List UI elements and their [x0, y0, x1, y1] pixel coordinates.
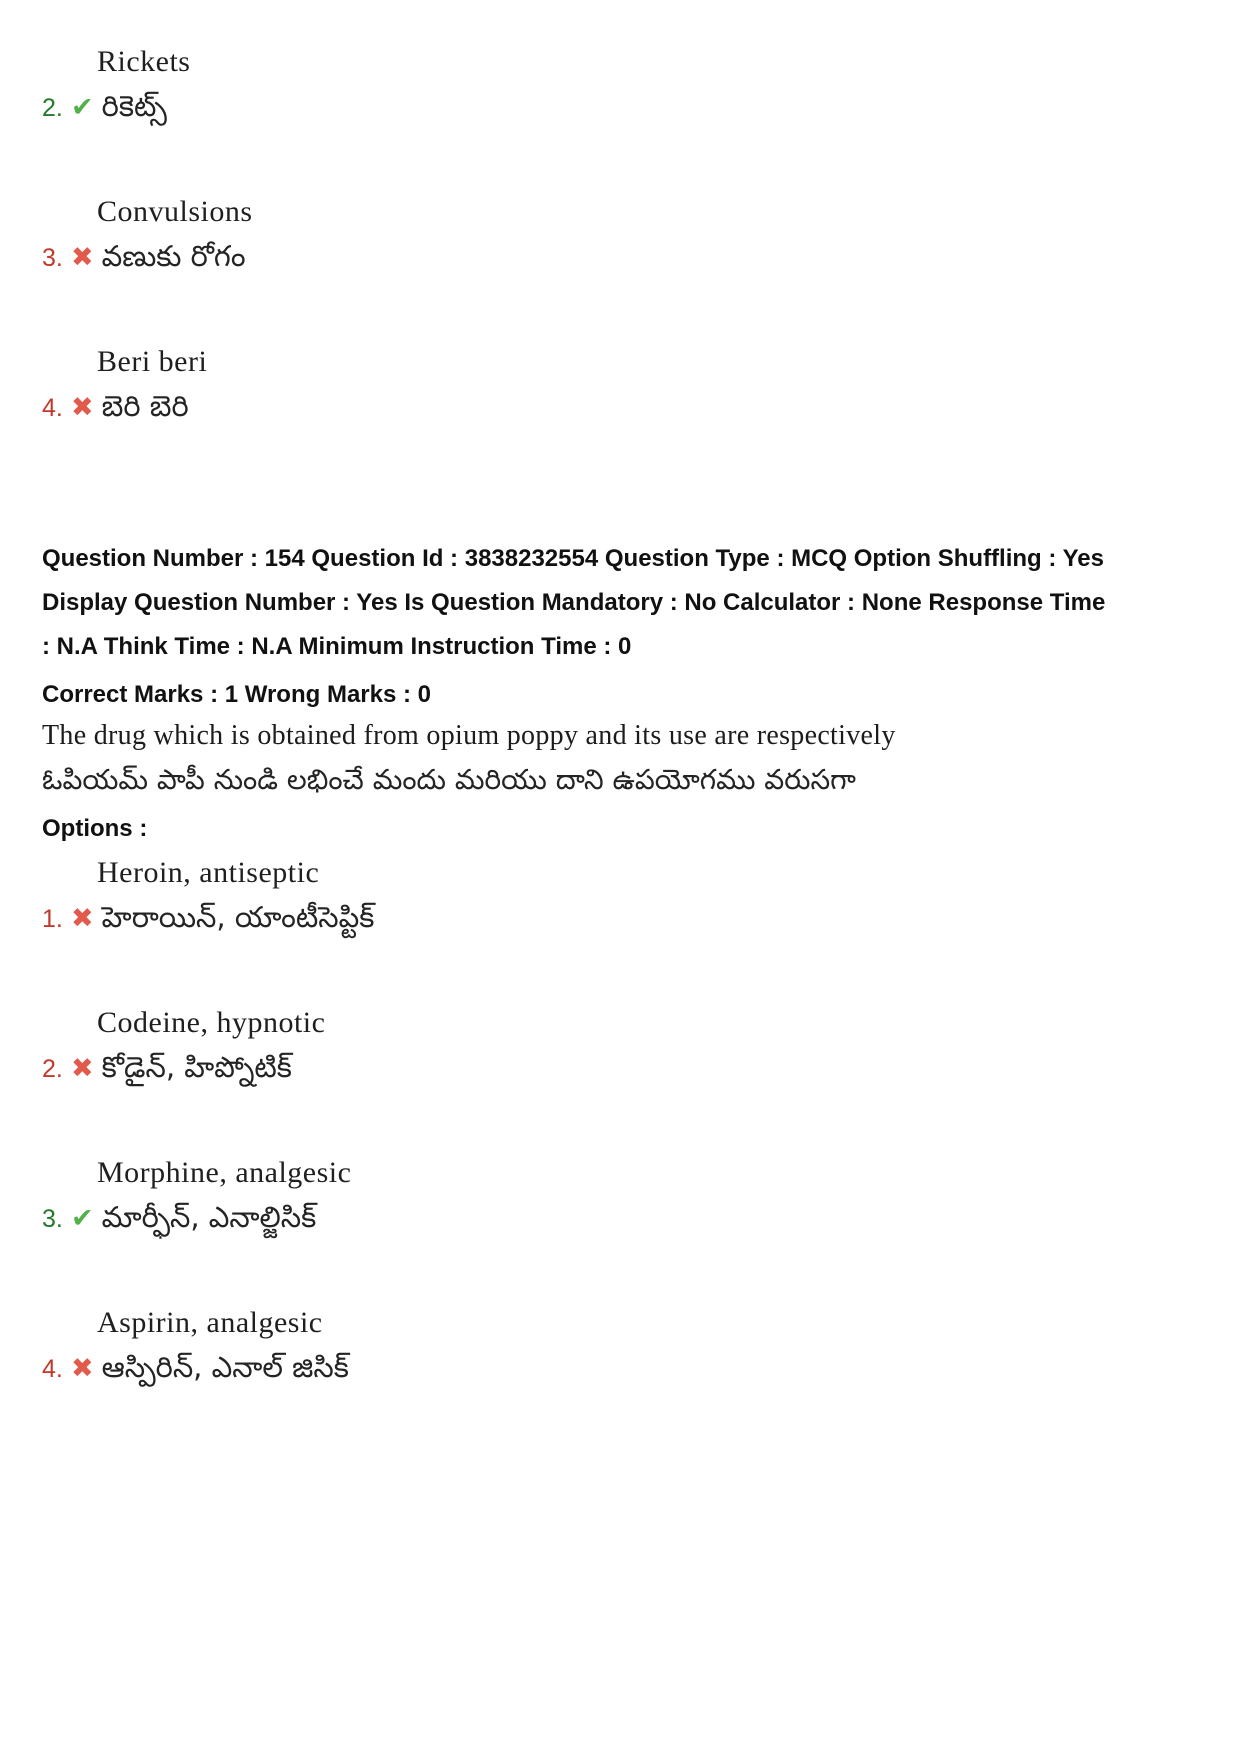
wrong-cross-icon: ✖	[71, 1053, 94, 1084]
option-answer-line	[42, 86, 1180, 126]
question-metadata	[42, 537, 1180, 669]
metadata-line: Display Question Number : Yes Is Question Mandatory : No Calculator : None Response Time	[42, 589, 1106, 616]
previous-question-options-section	[42, 42, 1180, 426]
option-number: 4.	[42, 394, 63, 422]
option-number: 3.	[42, 1205, 63, 1233]
option-number: 4.	[42, 1355, 63, 1383]
option-row	[42, 853, 1180, 937]
marks-line: Correct Marks : 1 Wrong Marks : 0	[42, 681, 432, 708]
option-english-label: Aspirin, analgesic	[97, 1306, 323, 1339]
option-answer-line	[42, 897, 1180, 937]
metadata-line: : N.A Think Time : N.A Minimum Instruction Time : 0	[42, 633, 632, 660]
wrong-cross-icon: ✖	[71, 1353, 94, 1384]
option-number: 2.	[42, 1055, 63, 1083]
option-row	[42, 342, 1180, 426]
option-answer-line	[42, 386, 1180, 426]
option-answer-line	[42, 236, 1180, 276]
option-english-label: Codeine, hypnotic	[97, 1006, 326, 1039]
options-list	[42, 853, 1180, 1387]
option-answer-line	[42, 1347, 1180, 1387]
option-telugu-label: వణుకు రోగం	[101, 239, 246, 273]
option-row	[42, 1303, 1180, 1387]
option-english-label: Heroin, antiseptic	[97, 856, 320, 889]
option-english-label: Rickets	[97, 45, 191, 78]
option-number: 1.	[42, 905, 63, 933]
option-number: 3.	[42, 244, 63, 272]
correct-tick-icon: ✔	[71, 92, 94, 123]
option-telugu-label: హెరాయిన్, యాంటీసెప్టిక్	[101, 900, 375, 934]
options-heading: Options :	[42, 815, 148, 842]
option-row	[42, 192, 1180, 276]
option-row	[42, 42, 1180, 126]
wrong-cross-icon: ✖	[71, 903, 94, 934]
option-english-label: Morphine, analgesic	[97, 1156, 352, 1189]
option-telugu-label: కోడైన్, హిప్నోటిక్	[101, 1050, 292, 1084]
wrong-cross-icon: ✖	[71, 392, 94, 423]
option-number: 2.	[42, 94, 63, 122]
question-text-telugu: ఓపియమ్ పాపీ నుండి లభించే మందు మరియు దాని ఉపయోగము వరుసగా	[42, 763, 856, 796]
option-english-label: Convulsions	[97, 195, 253, 228]
option-english-label: Beri beri	[97, 345, 208, 378]
correct-tick-icon: ✔	[71, 1203, 94, 1234]
option-row	[42, 1003, 1180, 1087]
option-answer-line	[42, 1197, 1180, 1237]
wrong-cross-icon: ✖	[71, 242, 94, 273]
option-row	[42, 1153, 1180, 1237]
option-telugu-label: రికెట్స్	[101, 89, 167, 123]
option-answer-line	[42, 1047, 1180, 1087]
option-telugu-label: బెరి బెరి	[101, 389, 189, 423]
metadata-line: Question Number : 154 Question Id : 3838232554 Question Type : MCQ Option Shuffling : Yes	[42, 545, 1104, 572]
option-telugu-label: మార్ఫీన్, ఎనాల్జిసిక్	[101, 1200, 317, 1234]
question-text-english: The drug which is obtained from opium poppy and its use are respectively	[42, 720, 896, 751]
option-telugu-label: ఆస్పిరిన్, ఎనాల్ జిసిక్	[101, 1350, 349, 1384]
